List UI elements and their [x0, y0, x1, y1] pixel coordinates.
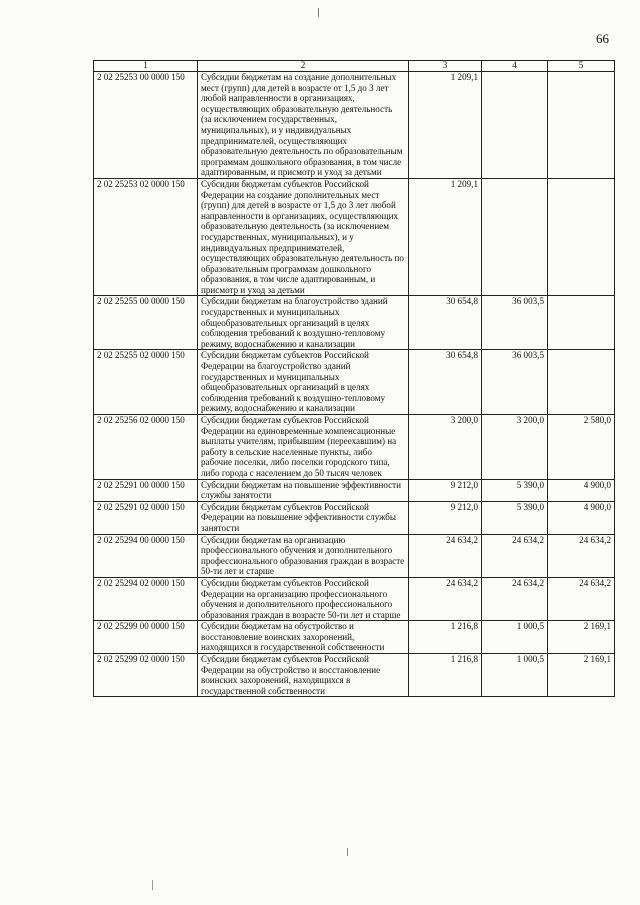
table-row [94, 178, 615, 296]
value-col5: 2 169,1 [548, 621, 615, 654]
item-description: Субсидии бюджетам субъектов Российской Федерации на благоустройство зданий государственных и муниципальных общеобразовательных организаций в целях соблюдения требований к воздушно-тепловому режиму, водоснабжению и канализации [198, 350, 409, 415]
budget-code: 2 02 25253 00 0000 150 [94, 72, 198, 179]
value-col4: 1 000,5 [482, 621, 548, 654]
value-col3: 1 209,1 [409, 72, 482, 179]
budget-code: 2 02 25253 02 0000 150 [94, 178, 198, 296]
value-col4: 5 390,0 [482, 479, 548, 501]
value-col5: 24 634,2 [548, 577, 615, 620]
budget-code: 2 02 25291 02 0000 150 [94, 501, 198, 534]
value-col4: 24 634,2 [482, 577, 548, 620]
table-row [94, 534, 615, 577]
table-row [94, 654, 615, 697]
value-col3: 1 216,8 [409, 654, 482, 697]
item-description: Субсидии бюджетам на благоустройство зданий государственных и муниципальных общеобразовательных организаций в целях соблюдения требований к воздушно-тепловому режиму, водоснабжению и канализации [198, 296, 409, 350]
value-col4: 36 003,5 [482, 296, 548, 350]
table-row [94, 479, 615, 501]
item-description: Субсидии бюджетам на обустройство и восстановление воинских захоронений, находящихся в государственной собственности [198, 621, 409, 654]
value-col5 [548, 350, 615, 415]
value-col3: 30 654,8 [409, 296, 482, 350]
column-header-2: 2 [198, 61, 409, 72]
value-col4: 36 003,5 [482, 350, 548, 415]
value-col4: 3 200,0 [482, 415, 548, 480]
item-description: Субсидии бюджетам на организацию профессионального обучения и дополнительного профессионального образования граждан в возрасте 50-ти лет и старше [198, 534, 409, 577]
value-col5 [548, 72, 615, 179]
value-col5: 4 900,0 [548, 501, 615, 534]
value-col3: 9 212,0 [409, 479, 482, 501]
table-row [94, 621, 615, 654]
value-col5: 24 634,2 [548, 534, 615, 577]
item-description: Субсидии бюджетам субъектов Российской Федерации на организацию профессионального обучения и дополнительного профессионального образования граждан в возрасте 50-ти лет и старше [198, 577, 409, 620]
value-col3: 24 634,2 [409, 577, 482, 620]
value-col3: 1 209,1 [409, 178, 482, 296]
value-col4 [482, 72, 548, 179]
value-col5: 4 900,0 [548, 479, 615, 501]
scan-mark [347, 848, 348, 856]
value-col4: 24 634,2 [482, 534, 548, 577]
value-col4 [482, 178, 548, 296]
value-col4: 5 390,0 [482, 501, 548, 534]
column-header-3: 3 [409, 61, 482, 72]
column-header-5: 5 [548, 61, 615, 72]
value-col3: 3 200,0 [409, 415, 482, 480]
table-row [94, 577, 615, 620]
budget-code: 2 02 25256 02 0000 150 [94, 415, 198, 480]
table-row [94, 72, 615, 179]
column-header-1: 1 [94, 61, 198, 72]
value-col3: 1 216,8 [409, 621, 482, 654]
budget-code: 2 02 25299 02 0000 150 [94, 654, 198, 697]
value-col5: 2 169,1 [548, 654, 615, 697]
budget-code: 2 02 25299 00 0000 150 [94, 621, 198, 654]
value-col5: 2 580,0 [548, 415, 615, 480]
table-row [94, 415, 615, 480]
page-number: 66 [596, 31, 609, 46]
column-header-4: 4 [482, 61, 548, 72]
scan-mark [152, 880, 153, 890]
value-col3: 24 634,2 [409, 534, 482, 577]
table-row [94, 501, 615, 534]
scan-mark [318, 8, 319, 17]
budget-table [93, 60, 615, 697]
item-description: Субсидии бюджетам субъектов Российской Федерации на единовременные компенсационные выплаты учителям, прибывшим (переехавшим) на работу в сельские населенные пункты, либо рабочие поселки, либо поселки городского типа, либо города с населением до 50 тысяч человек [198, 415, 409, 480]
item-description: Субсидии бюджетам субъектов Российской Федерации на повышение эффективности службы занятости [198, 501, 409, 534]
value-col5 [548, 178, 615, 296]
item-description: Субсидии бюджетам на повышение эффективности службы занятости [198, 479, 409, 501]
value-col4: 1 000,5 [482, 654, 548, 697]
value-col3: 30 654,8 [409, 350, 482, 415]
budget-code: 2 02 25255 00 0000 150 [94, 296, 198, 350]
table-row [94, 296, 615, 350]
table-row [94, 350, 615, 415]
value-col3: 9 212,0 [409, 501, 482, 534]
item-description: Субсидии бюджетам субъектов Российской Федерации на создание дополнительных мест (групп) для детей в возрасте от 1,5 до 3 лет любой направленности в организациях, осуществляющих образовательную деятельность (за исключением государственных, муниципальных), и у индивидуальных предпринимателей, осуществляющих образовательную деятельность по образовательным программам дошкольного образования, в том числе адаптированным, и присмотр и уход за детьми [198, 178, 409, 296]
budget-code: 2 02 25294 00 0000 150 [94, 534, 198, 577]
header-row [94, 61, 615, 72]
item-description: Субсидии бюджетам субъектов Российской Федерации на обустройство и восстановление воинских захоронений, находящихся в государственной собственности [198, 654, 409, 697]
value-col5 [548, 296, 615, 350]
budget-code: 2 02 25255 02 0000 150 [94, 350, 198, 415]
budget-code: 2 02 25294 02 0000 150 [94, 577, 198, 620]
budget-code: 2 02 25291 00 0000 150 [94, 479, 198, 501]
item-description: Субсидии бюджетам на создание дополнительных мест (групп) для детей в возрасте от 1,5 до 3 лет любой направленности в организациях, осуществляющих образовательную деятельность (за исключением государственных, муниципальных), и у индивидуальных предпринимателей, осуществляющих образовательную деятельность по образовательным программам дошкольного образования, в том числе адаптированным, и присмотр и уход за детьми [198, 72, 409, 179]
